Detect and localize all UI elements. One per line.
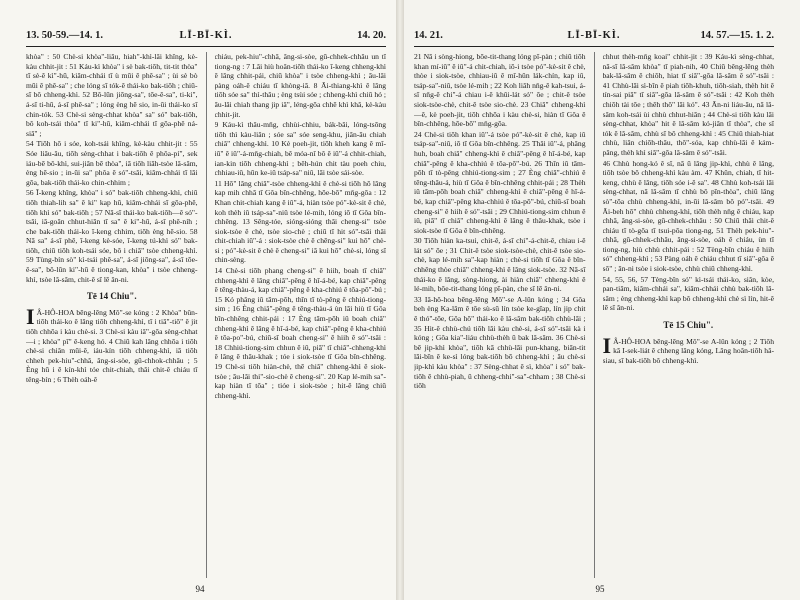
right-page-number: 95 [595,584,605,594]
right-header-verses-end: 14. 57.—15. 1. 2. [700,30,774,41]
left-header-book-title: LĪ-BĪ-KÌ. [179,30,233,41]
paragraph: 46 Chhù hong-kó ê sî, nā ū lâng jip-khì, chhù ê lâng, tiōh tsòe bô chheng-khì kàu àm. 47 Khûn, chiah, tī hit-keng, chhù ê lâng, tiōh sóe i-ê sa". 48 Chhù koh-tsái lāi sèng-chhat, nā lâ-sâm tī chhù bô pīn-thòa", chiū lâng sò"-tōa chhù chheng-khì, in-ūi lâ-sâm bô pó"-tsâi. 49 Āi-beh hō" chhù chheng-khì, tiōh thèh nn̄g ê chiáu, kap chhâ, âng-si-sòe, gū-chhek-chhâu : 50 Chiū thâi chit-ê chiáu tī tò-gōa tī tsui-pōa tiong-ng, 51 Thèh pek-hiu"-chhâ, gū-chhek-chhâu, âng-si-sòe, oáh ê chiáu, ùn tī tiong-ng, hiù chhù chhit-pái : 52 Tèng-bîn chiáu ê hiih só" chheng-khì ; 53 Pàng oáh ê chiáu chhut tī siâ"-gōa ê sō" ; ān-ni tsòe i siok-tsòe, chhù chiū chheng-khì. [602,158,774,274]
paragraph: 54, 55, 56, 57 Tèng-bîn só" kì-tsái thái-ko, siân, kòe, pan-tiâm, kiâm-chhái sa", kiâm-chhái chhù bak-tiōh lâ-sâm ; èng chheng-khì kap bô chheng-khì chè sì lín, hit-ê lē sī ân-ni. [602,274,774,313]
chapter-heading: Tē 14 Chiu". [86,291,137,302]
paragraph: 33 Iâ-hô-hoa bēng-lēng Mô"-se A-lûn kóng ; 34 Gôa beh èng Ka-lâm ê tōe sù-sū lín tsòe ke-gīap, lín jip chit ê thó"-tōe, Gôa hō" thái-ko ê lâ-sâm bak-tiōh chhù-lāi ; 35 Hit-ê chhù-chú tiōh lâi kàu chè-si, á-sī só"-tsâi kà i kóng ; Gôa kia"-liáu chhù-thèh ū bak lâ-sâm. 36 Chè-si bē jip-khì khòa", tiōh kā chhù-lāi pun-khang, biān-tit lāi-bīn ê ke-sì lóng bak-tiōh bō chheng-khì ; āu chè-si jip-khì kàu khòa" : 37 Sèng-chhat ê sì, khòa" i só" bak-tiōh ê chhù-piah, ū chheng-chhi"-sa"-chham ; 38 Chè-si tiōh [414,294,586,391]
left-header-verses-start: 13. 50-59.—14. 1. [26,30,103,41]
right-running-header [414,30,774,44]
right-column-1 [414,52,586,578]
column-divider [206,52,207,578]
left-columns [26,52,386,578]
paragraph: chhut thèh-mn̄g koai" chhit-jit : 39 Káu-kì sèng-chhat, nā-sī lâ-sâm khòa" tī piah-nih, 40 Chiū bêng-lêng thèh bak-lâ-sâm ê chiôh, hiat tī siâ"-gōa lâ-sâm ê só"-tsâi : 41 Chhù-lāi sì-bîn ê piah tiōh-khuh, tiōh-siah, thèh hit ê tín-sai piā" tī siâ"-gōa lâ-sâm ê só"-tsâi : 42 Koh thèh chiōh tài tōe ; thêh thô" lāi kó". 43 Ān-ni liáu-āu, nā lâ-sâm koh-tsái ùi chhù chhut-hiān ; 44 Chè-si tiōh kàu lāi sèng-chhat, khòa" hit ê lâ-sâm kó-jiân tī thòa", che sī tók ê lâ-sâm, chhù sī bô chheng-khì : 45 Chiū thiah-hiat chhù, liân chiōh-thâu, thô"-sóa, kap chhù-lāi ê kám-pâng, thèh khì siâ"-gōa lâ-sâm ê só"-tsâi. [602,52,774,157]
paragraph: 21 Nā i sòng-hiong, bōe-tit-thang lóng pī-pàn ; chiū tiōh khan mí-iû" ê iû"-á chit-chiah, iō-i tsòe pó"-kè-sit ê chè, thòe i siok-tsòe, chhiau-iû ê mî-hûn lák-chín, kap iû, tsáp-sa"-niû, tsòe lé-mih ; 22 Koh liâh nn̄g-ê kah-tsui, á-sī nn̄g-ê chi"-á chiau i-ê khûi-lát só" ōe ; chit-ê tsòe siok-tsòe-chè, chit-ê tsòe sio-chè. 23 Chiâ" chheng-khì—ê, kè poeh-jit, tiōh chhōa i kàu chè-si, hiàn tī Gôa ê bîn-chhêng, hōe-bō" mn̄g-gōa. [414,52,586,129]
right-columns [414,52,774,578]
column-divider [594,52,595,578]
paragraph: 30 Tiōh hiàn ka-tsui, chit-ê, á-sī chi"-á-chit-ê, chiau i-ê lát só" ōe ; 31 Chit-ê tsòe siok-tsòe-chè, chit-ê tsòe sio-chè, kap lé-mih sa"-kap hiàn ; chè-si tiōh tī Gôa ê bîn-chhêng thòe chiâ" chheng-khì ê lâng siok-tsòe. 32 Nā-sī thái-ko ê lâng, sòng-hiong, ài hiàn chiâ" chheng-khì ê lé-mih, bōe-tit-thang lóng pī-pàn, che sī lē ân-ni. [414,236,586,294]
paragraph: khòa" : 50 Chè-si khòa"-liâu, hiah"-khì-lâi khîng, kè-kàu chhit-jit : 51 Káu-kì khòa" i sè bak-tiōh, tit-tit thòa" tī sè-ê kì"-hū, kiâm-chhái tī ù mūi ê phê-sa" ; ùi sè bò mūi ê phê-sa" ; che lóng sī tók-ê thái-ko bak-tiōh ; chiū-sī bô chheng-khì. 52 Bô-lūn jiōng-sa", tōe-ê-sa", ti-ki", á-sī ti-hū, á-sī phê-sa" ; lóng èng hē sio, in-ūi thái-ko sī chin-tók. 53 Chè-si sèng-chhat khòa" sa" só" bak-tiōh, bô koh-tsái thòa" tī ki"-hū, kiâm-chhái tī gōa-phê ná-siâ" ; [26,52,198,138]
left-running-header [26,30,386,44]
left-column-2 [215,52,387,578]
right-column-2 [603,52,775,578]
left-header-verses-end: 14. 20. [357,30,386,41]
right-header-rule [414,46,774,47]
paragraph: 54 Tiōh hō i sóe, koh-tsái khîng, kè-kàu chhit-jit : 55 Sóe liâu-âu, tiōh sèng-chhat i bak-tiōh ê phôa-pí", sek iáu-bē bô-khì, sui-jiân bē thòa", iā tiōh liāh-tsòe lâ-sâm, èng hē-sio ; in-ūi sa" phôa ê só"-tsâi, kiâm-chhái tī lāi gōa, bak-tiōh thái-ko chin-chhim ; [26,139,198,187]
paragraph: chiáu, pek-hiu"-chhâ, âng-si-sòe, gū-chhek-chhâu un tī tiong-ng : 7 Lâi hiù hoân-tiōh thái-ko ī-keng chheng-khì ê lâng chhit-pái, chiū khòa" i tsòe chheng-khì ; āu-lâi pàng oáh-ê chiáu tī khòng-iā. 8 Āi-thiang-khì ê lâng tiōh sóe sa" thì-thâu ; èng tsùi sóe ; chheng-khì chiū hó ; āu-lâi chiah thang jip iâ", léng-gōa chhē khì khâ, kè-kàu chhit-jit. [214,52,386,119]
paragraph: 9 Káu-kì thâu-mn̄g, chhùi-chhiu, bák-bâi, lóng-tsōng tiōh thì kàu-liân ; sóe sa" sóe seng-khu, jiân-āu chiah chiâ" chheng-khì. 10 Kè poeh-jit, tiōh kheh kang ê mî-iū" ê iû"-á-mn̄g-chiah, bê móa-nî bô ê iû"-á chhit-chiah, ian-kin tiōh chheng-khì ; bêh-hún chit tàu poeh chiu, chhiau-iû, hūn ke-iû tsáp-sa" niû, lāi tsòe sái-sòe. [214,120,386,178]
right-page [400,0,800,600]
paragraph: IÂ-HÔ-HOA bēng-lēng Mô"-se kóng : 2 Khòa" bûn-tiōh thái-ko ê lâng tiōh chheng-khì, tī i tiā"-tiō" ê jit tiōh chhōa i kàu chè-si. 3 Chè-si kàu iâ"-gōa sèng-chhat—i ; khòa" pī" ê-keng hó. 4 Chiū kah lâng chhōa i tiōh chè-si chiân mūi-ê, iáu-kín tiōh chheng-khì, iā tiōh chheh pek-hiu"-chhâ, âng-si-sòe, gū-chhok-chhâu ; 5 Èng hū i ê kín-khì tóe chit-chiah, thâi chit-ê chiáu tī têng-bín ; 6 Thèh oáh-ê [26,303,198,384]
chapter-heading: Tē 15 Chiu". [663,320,714,331]
left-column-1 [26,52,198,578]
paragraph: IÂ-HÔ-HOA bēng-lēng Mô"-se A-lûn kóng ; 2 Tiōh kā I-sek-liát ê chheng lâng kóng, Lâng hoân-tiōh hâ-siau, sī bak-tiōh bô chheng-khì. [602,332,774,365]
paragraph: 56 Ī-keng khîng, khòa" i só" bak-tiōh chheng-khì, chiū tiōh thiah-lih sa" ê ki" kap hū, kiâm-chhái sī gōa-phê, tiōh khì só" bak-tiōh ; 57 Nā-sī thái-ko bak-tiōh—ê só"-tsâi, iā-goân chhut-hiān tī sa" ê ki"-hū, á-sī phê-níh ; che bak-tiōh thái-ko ī-keng chhim, tiōh èng hē-sio. 58 Nā sa" á-sī phê, ī-keng kè-sóe, ī-keng tú-khì só" bak-tiōh, chiū tiōh koh-tsái sóe, bô i chiā" tsòe chheng-khì. 59 Tùng-bín sò" kì-tsái phê-sa", á-sī jiōng-sa", á-sī tōe-ê-sa", bô-lūn ki"-hū ê tiong-kan, khòa" i tsòe chheng-khì, tsòe lâ-sâm, chit-ê sī lē ân-ni. [26,188,198,284]
left-page-number: 94 [195,584,205,594]
paragraph: 11 Hō" lâng chiâ"-tsòe chheng-khì ê chè-si tiōh hō lâng kap mih chhā tī Gôa bîn-chhêng, hōe-bō" mn̄g-gōa : 12 Khan chit-chiah kang ê iû"-á, hiàn tsòe pó"-kè-sit ê chè, koh thèh iû tsáp-sa"-niû tsòe lé-mih, lóng iō tī Gôa bîn-chhêng. 13 Sêng-tóe, sióng-sióng thâi cheng-si" tsòe siok-tsòe ê chè, tsòe sio-chè ; chiū tī hit só"-tsâi thâi chit-chiah iû"-á : siok-tsòe chè ê chēng-si" kui hō" chè-si ; pó"-kè-sit ê chè ê cheng-si" iā kui hō" chè-si, lóng sī chin-sèng. [214,178,386,265]
right-header-book-title: LĪ-BĪ-KÌ. [567,30,621,41]
paragraph: 24 Chè-si tiōh khan iû"-á tsòe pó"-kè-sit ê chè, kap iû tsáp-sa"-niû, iō tī Gôa bîn-chhêng. 25 Thâi iû"-á, phâng huh, boah chiâ" chheng-khì ê chiâ"-pêng ê hī-á-bé, kap chiâ"-pêng ê kha-chhiú ê tōa-pō"-bú. 26 Thīn iû tām-pōh tī tò-pêng chhiú-tiong-sim ; 27 Èng chiâ"-chhiú ê tēng-thâu-á, hiù tī Gôa ê bîn-chhêng chhit-pái ; 28 Thèh iû tām-pōh boah chiâ" chheng-khì ê chiâ"-pêng ê hī-á-bé, kap chiâ"-pêng kha-chhiú ê tōa-pō"-bú, chiū-sī boah cheng-si" ê hiih ê só"-tsâi ; 29 Chhiú-tiong-sim chhun ê iû, piā" tī chiâ" chheng-khì ê lâng ê thâu-khak, tsòe i siok-tsòe tī Gôa ê bîn-chhêng. [414,129,586,235]
right-header-verses-start: 14. 21. [414,30,443,41]
book-gutter [396,0,404,600]
left-header-rule [26,46,386,47]
paragraph: 14 Chè-si tiōh phang cheng-si" ê hiih, boah tī chiâ" chheng-khì ê lâng chiâ"-pêng ê hī-á-bé, kap chiâ"-pêng ê tēng-thàu-á, kap chiâ"-pêng ê kha-chhiú ê tōa-pō"-bú ; 15 Kó phâng iû tām-pōh, thīn tī tò-pêng ê chhiú-tiong-sim ; 16 Èng chiâ"-pêng ê tēng-thàu-á ùn lāi hiù tī Gôa bîn-chhêng chhit-pái : 17 Èng tām-pōh iû boah chiâ" chheng-khì ê lâng ê hī-á-bé, kap chiâ"-pêng ê kha-chhiú ê tōa-po"-bú, chiū-sī boah cheng-si" ê hiih ê só"-tsâi : 18 Chhiú-tiong-sim chhun ê iû, piā" tī chiâ"-chheng-khì ê lâng ê thâu-khak ; tóe i siok-tsòe tī Gôa bîn-chhêng. 19 Chè-si tiōh hiàn-chè, thē chiâ" chheng-khì ê siok-tsòe ; āu-lâi thi"-sio-chè ê cheng-si". 20 Kap lé-mih sa"-kap hiàn tī tōa" ; tióe i siok-tsòe ; hit-ê lâng chiū chheng-khì. [214,266,386,400]
